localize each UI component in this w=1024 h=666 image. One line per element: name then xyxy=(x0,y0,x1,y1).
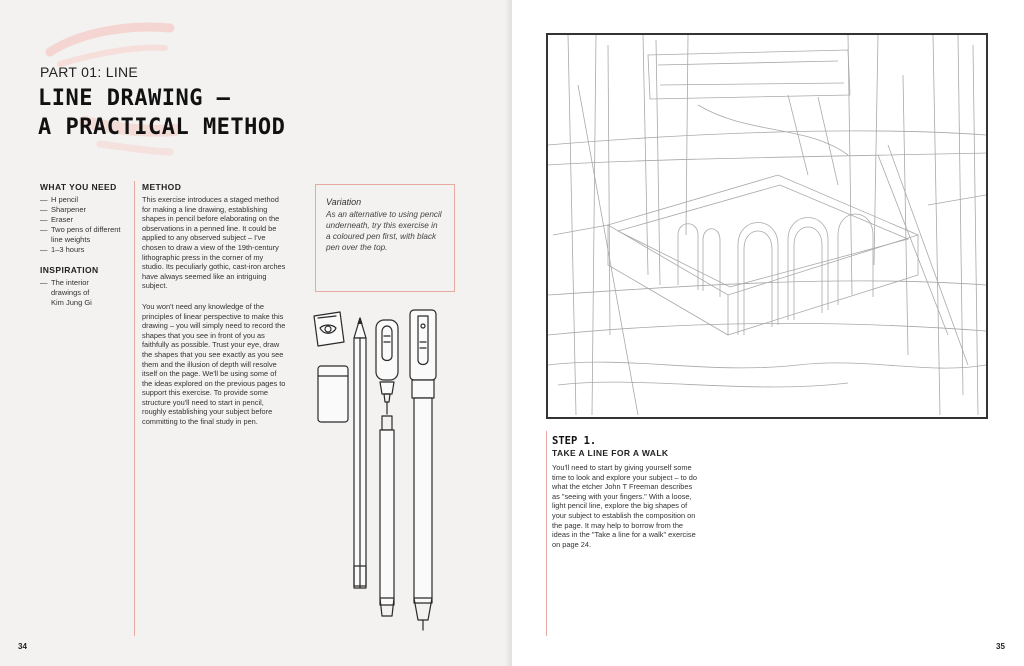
method-column xyxy=(142,182,286,427)
list-item: — 1–3 hours xyxy=(40,245,130,255)
step-subtitle: TAKE A LINE FOR A WALK xyxy=(552,448,669,458)
pencil-sketch-image xyxy=(546,33,988,419)
drawing-tools-illustration xyxy=(296,298,466,638)
list-item: — The interior drawings of Kim Jung Gi xyxy=(40,278,104,308)
method-paragraph-1: This exercise introduces a staged method for making a line drawing, establishing shapes in pencil before elaborating on the observations in a penned line. It could be applied to any observed subject – I've chosen to draw a view of the 19th-century lithographic press in the corner of my studio. Its peculiarly gothic, cast-iron arches have always seemed like an intriguing subject. xyxy=(142,195,286,291)
step-divider xyxy=(546,431,547,636)
list-item: — Eraser xyxy=(40,215,130,225)
lithographic-press-sketch xyxy=(548,35,986,417)
title-line-1: LINE DRAWING – xyxy=(38,86,231,111)
inspiration-heading: INSPIRATION xyxy=(40,265,99,275)
variation-title: Variation xyxy=(326,197,362,207)
column-divider xyxy=(134,181,135,636)
fineliner-pen-icon xyxy=(410,310,436,630)
method-heading: METHOD xyxy=(142,182,182,192)
list-item: — Two pens of different line weights xyxy=(40,225,130,245)
page-number-right: 35 xyxy=(996,642,1005,651)
page-number-left: 34 xyxy=(18,642,27,651)
eraser-icon xyxy=(318,366,348,422)
page-title xyxy=(38,84,285,142)
step-title: STEP 1. xyxy=(552,435,597,447)
step-body: You'll need to start by giving yourself some time to look and explore your subject – to do what the etcher John T Freeman describes as "seeing with your fingers." With a loose, light pencil line, explore the big shapes of your subject to establish the composition on the page. It may help to borrow from the ideas in the "Take a line for a walk" exercise on page 24. xyxy=(552,463,698,549)
sidebar-column xyxy=(40,182,130,318)
what-you-need-list xyxy=(40,195,130,255)
list-item: — Sharpener xyxy=(40,205,130,215)
title-line-2: A PRACTICAL METHOD xyxy=(38,115,286,140)
part-label: PART 01: LINE xyxy=(40,64,139,80)
method-paragraph-2: You won't need any knowledge of the principles of linear perspective to make this drawing – you will simply need to record the shapes that you see in front of you as faithfully as possible. Trust your eye, draw the shapes that you see exactly as you see them and the illusion of depth will resolve itself on the page. We'll be using some of the ideas explored on the previous pages to support this exercise. To provide some structure you'll need to start in pencil, roughly establishing your subject before committing to the final study in pen. xyxy=(142,301,286,427)
pencil-icon xyxy=(354,318,366,588)
step-1-section xyxy=(552,435,702,549)
variation-body: As an alternative to using pencil underneath, try this exercise in a coloured pen first, with black pen over the top. xyxy=(326,210,442,252)
pen-icon xyxy=(376,320,398,616)
variation-box xyxy=(315,184,455,292)
sharpener-icon xyxy=(314,312,344,346)
what-you-need-heading: WHAT YOU NEED xyxy=(40,182,117,192)
inspiration-list xyxy=(40,278,130,308)
list-item: — H pencil xyxy=(40,195,130,205)
